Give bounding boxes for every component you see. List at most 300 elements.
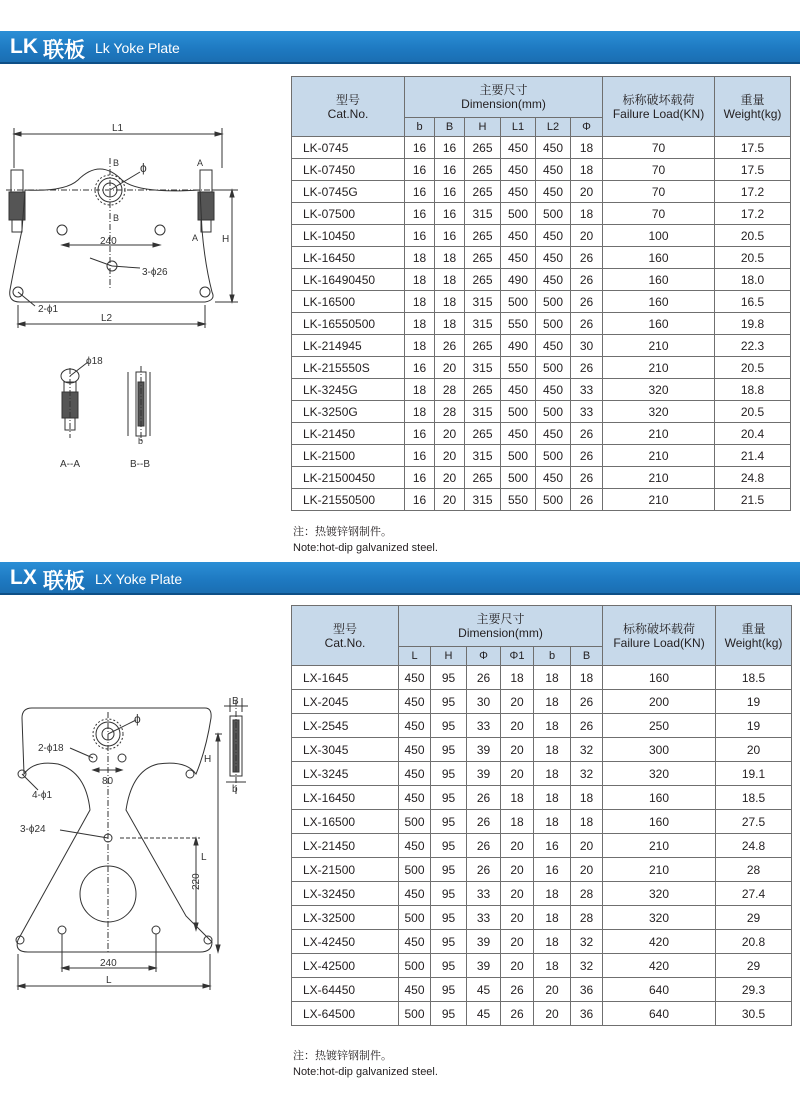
value-cell: 450	[399, 666, 431, 690]
value-cell: 450	[501, 159, 536, 181]
value-cell: 450	[536, 269, 571, 291]
model-cell: LK-21450	[292, 423, 405, 445]
value-cell: 265	[465, 137, 501, 159]
value-cell: 18	[501, 810, 534, 834]
model-cell: LK-214945	[292, 335, 405, 357]
value-cell: 18	[435, 269, 465, 291]
value-cell: 20	[501, 858, 534, 882]
value-cell: 39	[467, 738, 501, 762]
lx-dim-b-lower-label: b	[232, 784, 238, 795]
value-cell: 33	[571, 401, 603, 423]
value-cell: 16	[405, 203, 435, 225]
value-cell: 18	[534, 810, 571, 834]
value-cell: 95	[431, 978, 467, 1002]
value-cell: 18	[534, 786, 571, 810]
model-cell: LK-10450	[292, 225, 405, 247]
lx-header-load	[603, 606, 716, 666]
table-row	[292, 269, 791, 291]
value-cell: 16	[435, 181, 465, 203]
value-cell: 95	[431, 882, 467, 906]
value-cell: 20	[571, 181, 603, 203]
value-cell: 160	[603, 666, 716, 690]
value-cell: 210	[603, 834, 716, 858]
model-cell: LX-1645	[292, 666, 399, 690]
value-cell: 29	[716, 906, 792, 930]
value-cell: 70	[603, 181, 715, 203]
value-cell: 210	[603, 467, 715, 489]
table-row	[292, 858, 792, 882]
lk-section-b-top: B	[113, 158, 120, 168]
value-cell: 18	[571, 786, 603, 810]
lk-subheader-col: B	[435, 118, 465, 137]
value-cell: 26	[571, 690, 603, 714]
value-cell: 250	[603, 714, 716, 738]
value-cell: 450	[536, 423, 571, 445]
value-cell: 500	[399, 954, 431, 978]
table-row	[292, 930, 792, 954]
value-cell: 18	[534, 882, 571, 906]
value-cell: 18	[405, 291, 435, 313]
table-row	[292, 423, 791, 445]
value-cell: 70	[603, 203, 715, 225]
value-cell: 18.5	[716, 666, 792, 690]
value-cell: 19	[716, 690, 792, 714]
table-row	[292, 225, 791, 247]
lk-dim-l1-label: L1	[112, 123, 124, 134]
lk-header-model-en: Cat.No.	[327, 106, 369, 121]
model-cell: LK-3250G	[292, 401, 405, 423]
value-cell: 95	[431, 690, 467, 714]
value-cell: 160	[603, 269, 715, 291]
lx-subheader-col: Φ1	[501, 647, 534, 666]
value-cell: 265	[465, 335, 501, 357]
value-cell: 19.1	[716, 762, 792, 786]
value-cell: 45	[467, 1002, 501, 1026]
value-cell: 550	[501, 357, 536, 379]
value-cell: 18	[534, 762, 571, 786]
value-cell: 210	[603, 357, 715, 379]
value-cell: 33	[467, 906, 501, 930]
value-cell: 26	[571, 445, 603, 467]
value-cell: 16	[405, 137, 435, 159]
value-cell: 95	[431, 762, 467, 786]
model-cell: LX-3245	[292, 762, 399, 786]
value-cell: 18	[571, 159, 603, 181]
value-cell: 160	[603, 810, 716, 834]
value-cell: 450	[536, 137, 571, 159]
value-cell: 18.5	[716, 786, 792, 810]
table-row	[292, 335, 791, 357]
value-cell: 420	[603, 930, 716, 954]
value-cell: 36	[571, 978, 603, 1002]
table-row	[292, 137, 791, 159]
lk-subheader-col: Φ	[571, 118, 603, 137]
value-cell: 550	[501, 489, 536, 511]
value-cell: 500	[536, 203, 571, 225]
value-cell: 20	[435, 423, 465, 445]
lk-note	[293, 524, 438, 556]
value-cell: 490	[501, 335, 536, 357]
value-cell: 640	[603, 1002, 716, 1026]
model-cell: LK-21500450	[292, 467, 405, 489]
value-cell: 16	[534, 858, 571, 882]
value-cell: 450	[399, 834, 431, 858]
lx-spec-table	[291, 605, 792, 1026]
model-cell: LX-21500	[292, 858, 399, 882]
value-cell: 20	[435, 467, 465, 489]
value-cell: 24.8	[716, 834, 792, 858]
value-cell: 450	[536, 335, 571, 357]
value-cell: 500	[536, 291, 571, 313]
lx-header-dim-en: Dimension(mm)	[458, 626, 543, 640]
value-cell: 500	[399, 810, 431, 834]
value-cell: 320	[603, 906, 716, 930]
value-cell: 20	[501, 738, 534, 762]
value-cell: 26	[467, 666, 501, 690]
model-cell: LX-42450	[292, 930, 399, 954]
value-cell: 315	[465, 203, 501, 225]
model-cell: LK-16550500	[292, 313, 405, 335]
value-cell: 19	[716, 714, 792, 738]
lx-dim-b-upper-label: B	[232, 696, 239, 707]
value-cell: 95	[431, 954, 467, 978]
lk-header-weight	[715, 77, 791, 137]
model-cell: LK-21500	[292, 445, 405, 467]
value-cell: 20.8	[716, 930, 792, 954]
lk-section-banner	[0, 31, 800, 64]
value-cell: 16	[405, 181, 435, 203]
value-cell: 20	[571, 225, 603, 247]
lk-hole-2-label: 2-ϕ1	[38, 304, 59, 315]
value-cell: 20	[435, 445, 465, 467]
value-cell: 500	[536, 313, 571, 335]
table-row	[292, 181, 791, 203]
value-cell: 16	[435, 203, 465, 225]
value-cell: 18	[534, 738, 571, 762]
lk-section-bb-label: B--B	[130, 459, 150, 470]
value-cell: 20	[501, 906, 534, 930]
value-cell: 24.8	[715, 467, 791, 489]
value-cell: 27.4	[716, 882, 792, 906]
value-cell: 18	[435, 291, 465, 313]
value-cell: 36	[571, 1002, 603, 1026]
lx-subheader-col: b	[534, 647, 571, 666]
value-cell: 20	[501, 762, 534, 786]
value-cell: 29.3	[716, 978, 792, 1002]
model-cell: LX-32500	[292, 906, 399, 930]
value-cell: 200	[603, 690, 716, 714]
value-cell: 500	[536, 489, 571, 511]
value-cell: 500	[536, 357, 571, 379]
value-cell: 450	[536, 247, 571, 269]
lk-header-model-cn: 型号	[335, 92, 360, 107]
value-cell: 500	[399, 858, 431, 882]
lx-subheader-col: Φ	[467, 647, 501, 666]
value-cell: 95	[431, 906, 467, 930]
lx-header-model-en: Cat.No.	[324, 635, 366, 650]
lx-dim-l-side-label: L	[201, 852, 207, 863]
value-cell: 20.5	[715, 401, 791, 423]
value-cell: 450	[501, 247, 536, 269]
value-cell: 18	[405, 335, 435, 357]
table-row	[292, 379, 791, 401]
value-cell: 26	[501, 1002, 534, 1026]
value-cell: 20	[716, 738, 792, 762]
value-cell: 450	[399, 786, 431, 810]
lx-header-model	[292, 606, 399, 666]
value-cell: 32	[571, 954, 603, 978]
value-cell: 500	[399, 1002, 431, 1026]
table-row	[292, 1002, 792, 1026]
lx-dim-l-bottom-label: L	[106, 975, 112, 986]
model-cell: LK-07450	[292, 159, 405, 181]
value-cell: 450	[399, 738, 431, 762]
value-cell: 490	[501, 269, 536, 291]
table-row	[292, 203, 791, 225]
value-cell: 17.5	[715, 137, 791, 159]
lk-dim-b-label: b	[138, 436, 144, 446]
value-cell: 210	[603, 335, 715, 357]
value-cell: 29	[716, 954, 792, 978]
value-cell: 18	[501, 666, 534, 690]
model-cell: LX-2045	[292, 690, 399, 714]
value-cell: 420	[603, 954, 716, 978]
value-cell: 18	[534, 954, 571, 978]
value-cell: 20	[571, 834, 603, 858]
table-row	[292, 666, 792, 690]
value-cell: 20	[534, 1002, 571, 1026]
value-cell: 265	[465, 379, 501, 401]
lx-hole-3-label: 3-ϕ24	[20, 824, 46, 835]
lx-header-weight-en: Weight(kg)	[724, 635, 783, 650]
value-cell: 640	[603, 978, 716, 1002]
lx-section-title-cn: 联板	[43, 569, 85, 593]
lx-subheader-col: L	[399, 647, 431, 666]
value-cell: 315	[465, 401, 501, 423]
value-cell: 32	[571, 762, 603, 786]
value-cell: 95	[431, 930, 467, 954]
value-cell: 70	[603, 159, 715, 181]
value-cell: 20	[534, 978, 571, 1002]
lk-section-b-bottom: B	[113, 213, 120, 223]
value-cell: 450	[399, 882, 431, 906]
value-cell: 20	[435, 357, 465, 379]
value-cell: 17.5	[715, 159, 791, 181]
value-cell: 450	[501, 423, 536, 445]
value-cell: 95	[431, 810, 467, 834]
value-cell: 16	[405, 423, 435, 445]
value-cell: 18	[534, 906, 571, 930]
value-cell: 95	[431, 1002, 467, 1026]
value-cell: 320	[603, 379, 715, 401]
lk-header-weight-en: Weight(kg)	[723, 106, 782, 121]
lk-yoke-plate-drawing	[0, 120, 290, 580]
value-cell: 265	[465, 269, 501, 291]
value-cell: 320	[603, 762, 716, 786]
value-cell: 17.2	[715, 203, 791, 225]
value-cell: 30	[467, 690, 501, 714]
value-cell: 160	[603, 247, 715, 269]
value-cell: 100	[603, 225, 715, 247]
lk-subheader-col: L2	[536, 118, 571, 137]
lk-section-title-cn: 联板	[43, 38, 85, 62]
value-cell: 450	[501, 181, 536, 203]
value-cell: 26	[467, 810, 501, 834]
lk-dim-h-label: H	[222, 234, 230, 245]
value-cell: 26	[571, 313, 603, 335]
value-cell: 18	[405, 269, 435, 291]
value-cell: 18	[571, 666, 603, 690]
value-cell: 265	[465, 225, 501, 247]
table-row	[292, 159, 791, 181]
lx-note-cn: 注：热镀锌钢制件。	[293, 1050, 392, 1062]
value-cell: 20.5	[715, 247, 791, 269]
value-cell: 315	[465, 489, 501, 511]
value-cell: 16.5	[715, 291, 791, 313]
value-cell: 20	[501, 954, 534, 978]
value-cell: 26	[571, 467, 603, 489]
table-row	[292, 357, 791, 379]
model-cell: LX-32450	[292, 882, 399, 906]
value-cell: 45	[467, 978, 501, 1002]
value-cell: 500	[501, 467, 536, 489]
model-cell: LK-0745	[292, 137, 405, 159]
value-cell: 300	[603, 738, 716, 762]
lx-phi-label: ϕ	[134, 712, 141, 726]
value-cell: 160	[603, 291, 715, 313]
value-cell: 21.4	[715, 445, 791, 467]
value-cell: 450	[399, 930, 431, 954]
value-cell: 26	[571, 357, 603, 379]
model-cell: LX-64450	[292, 978, 399, 1002]
value-cell: 33	[467, 714, 501, 738]
value-cell: 450	[536, 181, 571, 203]
value-cell: 18	[405, 247, 435, 269]
value-cell: 210	[603, 858, 716, 882]
table-row	[292, 714, 792, 738]
value-cell: 18	[405, 379, 435, 401]
value-cell: 265	[465, 423, 501, 445]
value-cell: 95	[431, 714, 467, 738]
value-cell: 26	[467, 858, 501, 882]
value-cell: 265	[465, 247, 501, 269]
lx-yoke-plate-drawing	[0, 690, 290, 1000]
value-cell: 450	[399, 978, 431, 1002]
lx-hole-4-label: 4-ϕ1	[32, 790, 53, 801]
value-cell: 21.5	[715, 489, 791, 511]
model-cell: LK-16500	[292, 291, 405, 313]
value-cell: 450	[399, 714, 431, 738]
value-cell: 20.5	[715, 225, 791, 247]
value-cell: 18	[534, 714, 571, 738]
value-cell: 18	[534, 930, 571, 954]
lx-section-code: LX	[10, 566, 37, 589]
value-cell: 30	[571, 335, 603, 357]
value-cell: 20.5	[715, 357, 791, 379]
value-cell: 450	[501, 379, 536, 401]
table-row	[292, 954, 792, 978]
lk-note-en: Note:hot-dip galvanized steel.	[293, 542, 438, 554]
value-cell: 16	[435, 225, 465, 247]
value-cell: 265	[465, 181, 501, 203]
table-row	[292, 690, 792, 714]
table-row	[292, 882, 792, 906]
value-cell: 26	[467, 786, 501, 810]
value-cell: 320	[603, 882, 716, 906]
value-cell: 450	[399, 690, 431, 714]
value-cell: 26	[571, 247, 603, 269]
lk-section-aa-label: A--A	[60, 459, 80, 470]
value-cell: 17.2	[715, 181, 791, 203]
model-cell: LX-2545	[292, 714, 399, 738]
table-row	[292, 978, 792, 1002]
lx-section-banner	[0, 562, 800, 595]
value-cell: 18	[571, 810, 603, 834]
lx-header-weight-cn: 重量	[741, 621, 766, 636]
value-cell: 500	[501, 291, 536, 313]
lk-section-code: LK	[10, 35, 38, 58]
value-cell: 210	[603, 445, 715, 467]
value-cell: 95	[431, 738, 467, 762]
value-cell: 315	[465, 357, 501, 379]
value-cell: 500	[536, 445, 571, 467]
value-cell: 450	[536, 379, 571, 401]
lx-note-en: Note:hot-dip galvanized steel.	[293, 1066, 438, 1078]
value-cell: 18	[405, 401, 435, 423]
lx-note	[293, 1048, 438, 1080]
value-cell: 210	[603, 489, 715, 511]
value-cell: 20	[435, 489, 465, 511]
value-cell: 20	[501, 690, 534, 714]
value-cell: 26	[435, 335, 465, 357]
lx-header-dim-cn: 主要尺寸	[476, 612, 525, 626]
value-cell: 26	[467, 834, 501, 858]
value-cell: 160	[603, 313, 715, 335]
value-cell: 500	[501, 203, 536, 225]
value-cell: 18	[435, 313, 465, 335]
table-row	[292, 445, 791, 467]
lx-hole-2-label: 2-ϕ18	[38, 743, 64, 754]
model-cell: LX-16500	[292, 810, 399, 834]
value-cell: 19.8	[715, 313, 791, 335]
lk-note-cn: 注：热镀锌钢制件。	[293, 526, 392, 538]
table-row	[292, 738, 792, 762]
value-cell: 20	[501, 834, 534, 858]
model-cell: LX-16450	[292, 786, 399, 810]
value-cell: 95	[431, 786, 467, 810]
lx-subheader-col: H	[431, 647, 467, 666]
lx-subheader-col: B	[571, 647, 603, 666]
value-cell: 26	[571, 714, 603, 738]
value-cell: 265	[465, 159, 501, 181]
value-cell: 16	[405, 445, 435, 467]
value-cell: 32	[571, 930, 603, 954]
value-cell: 500	[501, 401, 536, 423]
lk-dim-l2-label: L2	[101, 313, 113, 324]
lx-dim-80-label: 80	[102, 776, 114, 787]
table-row	[292, 313, 791, 335]
model-cell: LK-07500	[292, 203, 405, 225]
lx-header-dimension	[399, 606, 603, 647]
value-cell: 28	[716, 858, 792, 882]
value-cell: 16	[405, 489, 435, 511]
table-row	[292, 401, 791, 423]
lx-header-model-cn: 型号	[332, 621, 357, 636]
value-cell: 450	[501, 225, 536, 247]
value-cell: 26	[501, 978, 534, 1002]
value-cell: 16	[405, 225, 435, 247]
value-cell: 18	[405, 313, 435, 335]
